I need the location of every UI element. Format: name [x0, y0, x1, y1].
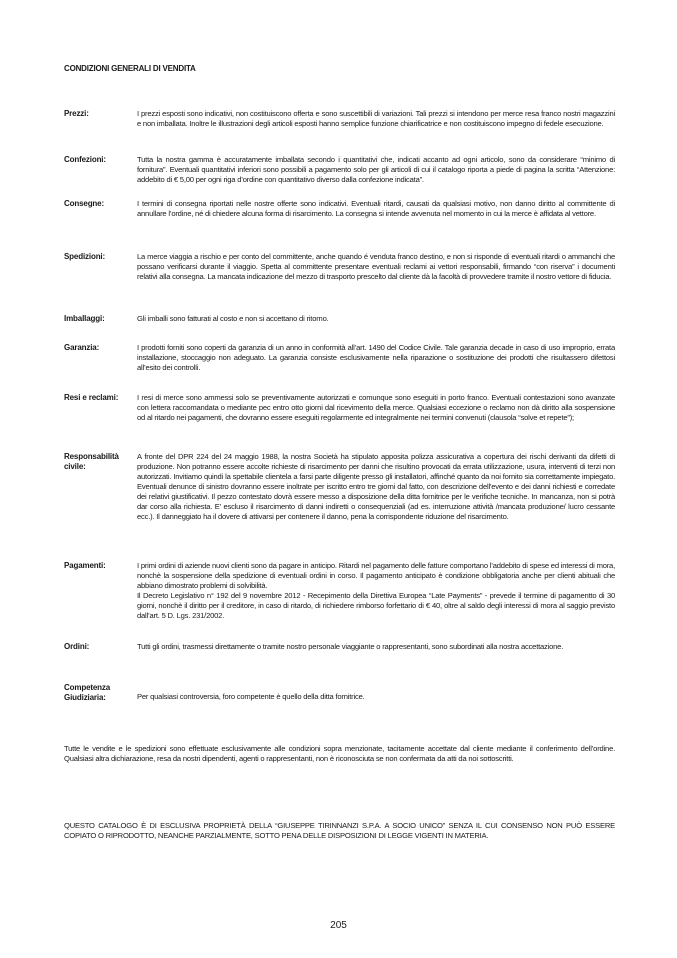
section-label: Pagamenti:: [64, 561, 106, 570]
section-label: Spedizioni:: [64, 252, 106, 261]
section-label: Competenza Giudiziaria:: [64, 683, 111, 702]
page-number: 205: [330, 920, 347, 931]
section-text: I termini di consegna riportati nelle nostre offerte sono indicativi. Eventuali ritardi, causati da qualsiasi motivo, non danno diritto al committente di annullare l’ordine, né di chiedere alcuna forma di risarcimento. La consegna si intende avvenuta nel momento in cui la merce è affidata al vettore.: [137, 199, 615, 218]
section-responsabilita-civile: [64, 452, 615, 522]
section-pagamenti: [64, 561, 615, 621]
section-label: Confezioni:: [64, 155, 106, 164]
section-text: I resi di merce sono ammessi solo se preventivamente autorizzati e comunque sono eseguiti in porto franco. Eventuali contestazioni sono avanzate con lettera raccomandata o mediante pec entro otto giorni dal ricevimento della merce. Qualsiasi eccezione o reclamo non dà diritto alla sospensione od al ritardo nei pagamenti, che dovranno essere eseguiti regolarmente ed integralmente nei termini convenuti (clausola “solve et repete”);: [137, 393, 615, 422]
section-ordini: [64, 642, 615, 652]
section-text: I prezzi esposti sono indicativi, non costituiscono offerta e sono suscettibili di variazioni. Tali prezzi si intendono per merce resa franco nostri magazzini e non imballata. Inoltre le illustrazioni degli articoli esposti hanno semplice funzione chiarificatrice e non costituiscono impegno di fedele esecuzione.: [137, 109, 615, 128]
section-text: Per qualsiasi controversia, foro competente è quello della ditta fornitrice.: [137, 692, 365, 701]
copyright-notice: QUESTO CATALOGO È DI ESCLUSIVA PROPRIETÀ DELLA “GIUSEPPE TIRINNANZI S.P.A. A SOCIO UNICO” SENZA IL CUI CONSENSO NON PUÒ ESSERE COPIATO O RIPRODOTTO, NEANCHE PARZIALMENTE, SOTTO PENA DELLE DISPOSIZIONI DI LEGGE VIGENTI IN MATERIA.: [64, 821, 615, 840]
section-competenza-giudiziaria: [64, 683, 615, 702]
section-label: Resi e reclami:: [64, 393, 119, 402]
section-resi-reclami: [64, 393, 615, 423]
section-text: La merce viaggia a rischio e per conto del committente, anche quando é venduta franco destino, e non si risponde di eventuali ritardi o ammanchi che possano verificarsi durante il viaggio. Spetta al committente presentare eventuali reclami ai vettori responsabili, firmando “con riserva” i documenti relativi alla consegna. La mancata indicazione del mezzo di trasporto prescelto dal cliente dà la facoltà di provvedere tramite il nostro vettore di fiducia.: [137, 252, 615, 281]
section-text: I prodotti forniti sono coperti da garanzia di un anno in conformità all’art. 1490 del Codice Civile. Tale garanzia decade in caso di uso improprio, errata installazione, stoccaggio non adeguato. La garanzia consiste esclusivamente nella riparazione o sostituzione dei prodotti che risultassero difettosi all’esito dei controlli.: [137, 343, 615, 372]
section-label: Ordini:: [64, 642, 90, 651]
section-spedizioni: [64, 252, 615, 282]
section-label: Garanzia:: [64, 343, 100, 352]
section-consegne: [64, 199, 615, 219]
section-text-2: Il Decreto Legislativo n° 192 del 9 novembre 2012 - Recepimento della Direttiva Europea “Late Payments” - prevede il termine di pagamentto di 30 giorni, nonchè il diritto per il creditore, in caso di ritardo, di richiedere rimborso forfettario di € 40, oltre al saldo degli interessi di mora al saggio previsto dall’art. 5 D. Lgs. 231/2002.: [137, 591, 615, 620]
section-text: I primi ordini di aziende nuovi clienti sono da pagare in anticipo. Ritardi nel pagamento delle fatture comportano l’addebito di spese ed interessi di mora, nonchè la sospensione della spedizione di eventuali ordini in corso. Il pagamento anticipato è condizione obbligatoria anche per clienti abituali che abbiano dimostrato problemi di solvibilità.: [137, 561, 615, 590]
section-garanzia: [64, 343, 615, 373]
section-label: Consegne:: [64, 199, 104, 208]
closing-paragraph: Tutte le vendite e le spedizioni sono effettuate esclusivamente alle condizioni sopra menzionate, tacitamente accettate dal cliente mediante il conferimento dell’ordine. Qualsiasi altra dichiarazione, resa da nostri dipendenti, agenti o rappresentanti, non è riconosciuta se non confermata da atti da noi sottoscritti.: [64, 744, 615, 763]
section-text: Gli imballi sono fatturati al costo e non si accettano di ritorno.: [137, 314, 329, 323]
section-text: A fronte del DPR 224 del 24 maggio 1988, la nostra Società ha stipulato apposita polizza assicurativa a copertura dei rischi derivanti da difetti di produzione. Non potranno essere accolte richieste di risarcimento per danni che risultino provocati da errata utilizzazione, usura, interventi di terzi non autorizzati. Invitiamo quindi la spettabile clientela a farsi parte diligente presso gli installatori, affinché quanto da noi fornito sia correttamente impiegato. Eventuali denunce di sinistro dovranno essere inoltrate per iscritto entro tre giorni dal fatto, con descrizione dell'evento e dei danni richiesti e corredate dei relativi giustificativi. Il pezzo contestato dovrà essere messo a disposizione della ditta fornitrice per le verifiche tecniche. In mancanza, non si potrà dar corso alla richiesta. E’ escluso il risarcimento di danni indiretti o consequenziali (ad es. interruzione attività /mancata produzione/ lucro cessante ecc.). Il danneggiato ha il dovere di attivarsi per contenere il danno, pena la corrispondente riduzione del risarcimento.: [137, 452, 615, 521]
section-prezzi: [64, 109, 615, 129]
page-title: CONDIZIONI GENERALI DI VENDITA: [64, 64, 196, 73]
section-imballaggi: [64, 314, 615, 324]
section-label: Responsabilità civile:: [64, 452, 119, 471]
section-label: Imballaggi:: [64, 314, 105, 323]
section-text: Tutti gli ordini, trasmessi direttamente o tramite nostro personale viaggiante o rappresentanti, sono subordinati alla nostra accettazione.: [137, 642, 564, 651]
section-label: Prezzi:: [64, 109, 89, 118]
section-confezioni: [64, 155, 615, 185]
section-text: Tutta la nostra gamma è accuratamente imballata secondo i quantitativi che, indicati accanto ad ogni articolo, sono da considerare “minimo di fornitura”. Eventuali quantitativi inferiori sono possibili a pagamento solo per gli articoli di cui il catalogo riporta a piede di pagina la scritta “Attenzione: addebito di € 5,00 per ogni riga d’ordine con quantitativo diverso dalla confezione indicata”.: [137, 155, 615, 184]
